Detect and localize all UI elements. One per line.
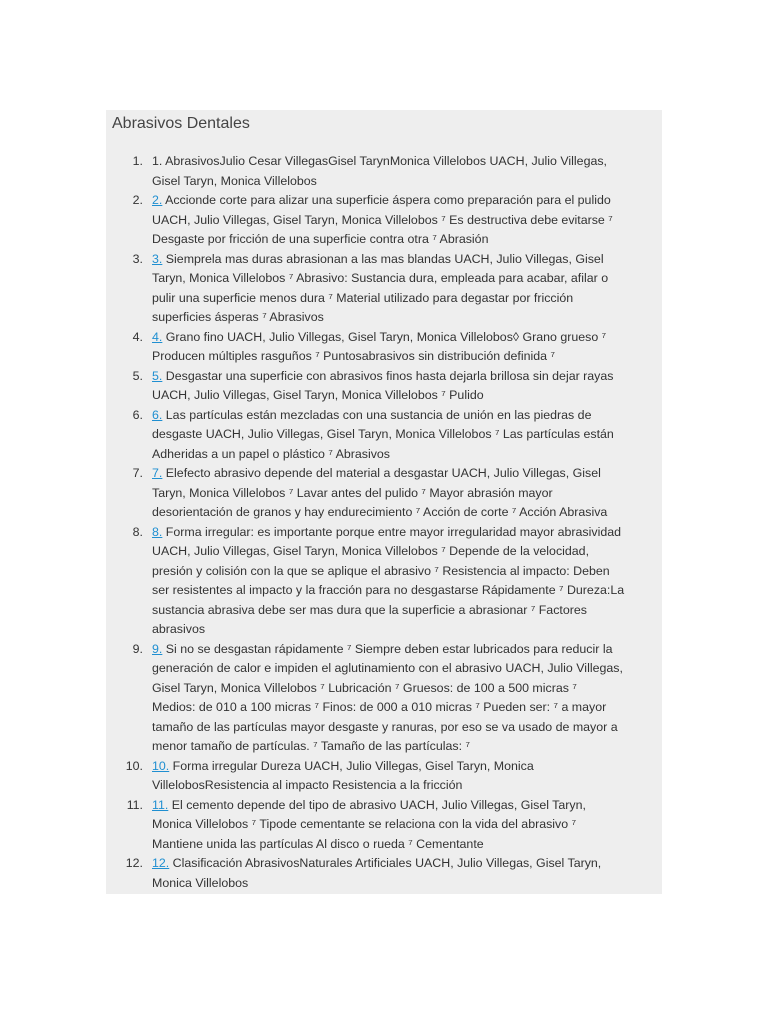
slide-link[interactable]: 12. <box>152 856 170 870</box>
list-item-number: 2. <box>132 193 143 207</box>
list-item-line: UACH, Julio Villegas, Gisel Taryn, Monica Villelobos ⁷ Depende de la velocidad, <box>152 544 590 558</box>
list-item-line: menor tamaño de partículas. ⁷ Tamaño de las partículas: ⁷ <box>152 739 470 753</box>
slide-link[interactable]: 10. <box>152 758 170 773</box>
list-item-line: 3. Siemprela mas duras abrasionan a las mas blandas UACH, Julio Villegas, Gisel <box>152 251 604 266</box>
list-item-number: 11. <box>126 797 143 812</box>
list-item-line: Monica Villelobos ⁷ Tipode cementante se relaciona con la vida del abrasivo ⁷ <box>152 817 577 831</box>
page-title: Abrasivos Dentales <box>112 115 250 132</box>
slide-link[interactable]: 2. <box>152 193 163 207</box>
slide-link[interactable]: 9. <box>152 641 163 656</box>
list-item <box>0 328 660 367</box>
list-item-line: abrasivos <box>152 622 206 636</box>
slide-link[interactable]: 8. <box>152 524 163 539</box>
list-item-line: Adheridas a un papel o plástico ⁷ Abrasivos <box>152 446 390 461</box>
list-item-line: Mantiene unida las partículas Al disco o rueda ⁷ Cementante <box>152 836 484 851</box>
slide-link[interactable]: 11. <box>152 797 169 812</box>
list-item <box>0 854 660 893</box>
slide-link[interactable]: 3. <box>152 251 163 266</box>
list-item-line: Desgaste por fricción de una superficie contra otra ⁷ Abrasión <box>152 232 489 246</box>
list-item-line: 12. Clasificación AbrasivosNaturales Artificiales UACH, Julio Villegas, Gisel Taryn, <box>152 856 602 870</box>
list-item-line: 11. El cemento depende del tipo de abrasivo UACH, Julio Villegas, Gisel Taryn, <box>152 797 586 812</box>
list-item <box>0 191 660 250</box>
slide-link[interactable]: 4. <box>152 329 163 344</box>
list-item-line: 5. Desgastar una superficie con abrasivos finos hasta dejarla brillosa sin dejar rayas <box>152 368 614 383</box>
slide-link[interactable]: 5. <box>152 368 163 383</box>
list-item-line: presión y colisión con la que se aplique el abrasivo ⁷ Resistencia al impacto: Deben <box>152 563 610 578</box>
list-item-line: Taryn, Monica Villelobos ⁷ Lavar antes del pulido ⁷ Mayor abrasión mayor <box>152 485 553 500</box>
slide-list <box>0 152 768 893</box>
list-item-number: 9. <box>132 641 143 656</box>
list-item-line: tamaño de las partículas mayor desgaste y ranuras, por eso se va usado de mayor a <box>152 719 618 734</box>
list-item-line: Medios: de 010 a 100 micras ⁷ Finos: de 000 a 010 micras ⁷ Pueden ser: ⁷ a mayor <box>152 700 607 714</box>
list-item-number: 8. <box>132 524 143 539</box>
list-item-line: 1. AbrasivosJulio Cesar VillegasGisel TarynMonica Villelobos UACH, Julio Villegas, <box>152 154 607 168</box>
list-item <box>0 796 660 855</box>
list-item-line: generación de calor e impiden el aglutinamiento con el abrasivo UACH, Julio Villegas, <box>152 661 623 675</box>
list-item-line: desgaste UACH, Julio Villegas, Gisel Taryn, Monica Villelobos ⁷ Las partículas están <box>152 427 614 441</box>
list-item-number: 12. <box>125 856 143 870</box>
slide-link[interactable]: 7. <box>152 466 163 480</box>
list-item-number: 7. <box>132 466 143 480</box>
list-item-line: 10. Forma irregular Dureza UACH, Julio Villegas, Gisel Taryn, Monica <box>152 758 534 773</box>
list-item-number: 10. <box>125 758 143 773</box>
list-item <box>0 464 660 523</box>
list-item-line: Gisel Taryn, Monica Villelobos <box>152 173 317 188</box>
list-item-number: 4. <box>132 329 143 344</box>
list-item-number: 6. <box>132 407 143 422</box>
list-item <box>0 250 660 328</box>
list-item-line: 6. Las partículas están mezcladas con una sustancia de unión en las piedras de <box>152 407 592 422</box>
list-item-line: sustancia abrasiva debe ser mas dura que la superficie a abrasionar ⁷ Factores <box>152 602 587 617</box>
list-item <box>0 757 660 796</box>
slide-link[interactable]: 6. <box>152 407 163 422</box>
list-item-line: superficies ásperas ⁷ Abrasivos <box>152 310 324 324</box>
list-item-line: Monica Villelobos <box>152 875 249 890</box>
list-item-line: 7. Elefecto abrasivo depende del material a desgastar UACH, Julio Villegas, Gisel <box>152 466 601 480</box>
list-item-line: desorientación de granos y hay endurecimiento ⁷ Acción de corte ⁷ Acción Abrasiva <box>152 505 608 519</box>
list-item-line: UACH, Julio Villegas, Gisel Taryn, Monica Villelobos ⁷ Es destructiva debe evitarse ⁷ <box>152 212 613 227</box>
list-item-line: pulir una superficie menos dura ⁷ Material utilizado para degastar por fricción <box>152 290 574 305</box>
list-item-number: 1. <box>132 154 143 168</box>
list-item-line: ser resistentes al impacto y la fracción para no desgastarse Rápidamente ⁷ Dureza:La <box>152 583 625 597</box>
list-item-line: Producen múltiples rasguños ⁷ Puntosabrasivos sin distribución definida ⁷ <box>152 349 555 363</box>
list-item-line: Gisel Taryn, Monica Villelobos ⁷ Lubricación ⁷ Gruesos: de 100 a 500 micras ⁷ <box>152 680 577 695</box>
list-item-number: 5. <box>132 368 143 383</box>
list-item <box>0 640 660 757</box>
list-item <box>0 152 660 191</box>
list-item-line: 8. Forma irregular: es importante porque entre mayor irregularidad mayor abrasividad <box>152 524 622 539</box>
list-item-line: 9. Si no se desgastan rápidamente ⁷ Siempre deben estar lubricados para reducir la <box>152 641 613 656</box>
list-item-line: UACH, Julio Villegas, Gisel Taryn, Monica Villelobos ⁷ Pulido <box>152 388 484 402</box>
list-item-number: 3. <box>132 251 143 266</box>
list-item-line: 4. Grano fino UACH, Julio Villegas, Gisel Taryn, Monica Villelobos◊ Grano grueso ⁷ <box>152 329 607 344</box>
list-item-line: VillelobosResistencia al impacto Resistencia a la fricción <box>152 778 463 792</box>
list-item <box>0 406 660 465</box>
list-item-line: 2. Accionde corte para alizar una superficie áspera como preparación para el pulido <box>152 193 611 207</box>
list-item <box>0 523 660 640</box>
list-item <box>0 367 660 406</box>
list-item-line: Taryn, Monica Villelobos ⁷ Abrasivo: Sustancia dura, empleada para acabar, afilar o <box>152 271 609 285</box>
